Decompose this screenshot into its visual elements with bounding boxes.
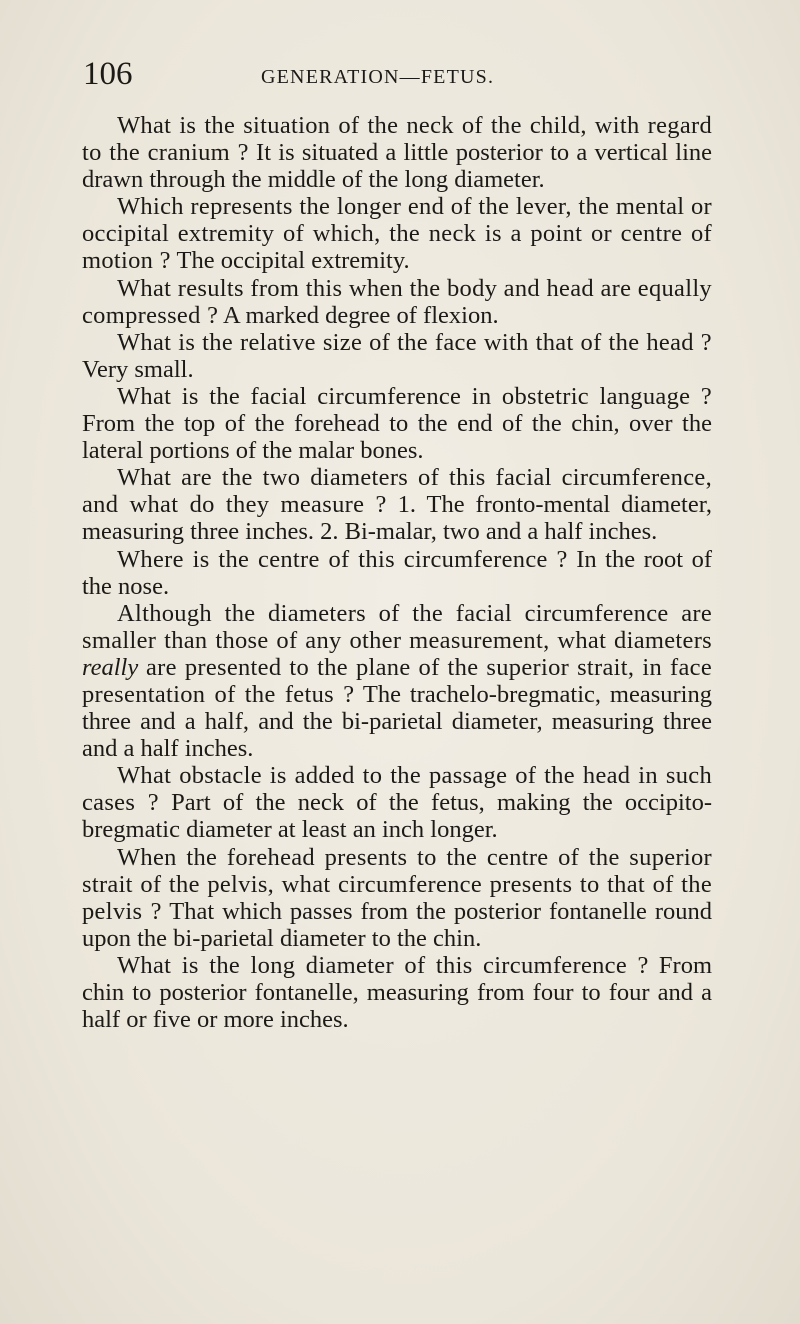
answer-text: It is situated a little posterior to a vertical line drawn through the middle of the long diameter. — [82, 139, 713, 194]
qa-paragraph — [82, 546, 712, 600]
question-text: What is the relative size of the face with that of the head ? — [117, 328, 712, 356]
qa-paragraph — [82, 600, 712, 763]
question-text: Where is the centre of this circumference ? — [117, 545, 568, 573]
question-text: What results from this when the body and head are equally compressed ? — [82, 274, 712, 329]
running-head: GENERATION—FETUS. — [261, 66, 495, 88]
answer-text: 1. The fronto-mental diameter, measuring three inches. 2. Bi-malar, two and a half inches. — [82, 491, 712, 546]
qa-paragraph — [82, 383, 712, 464]
answer-text: From the top of the forehead to the end of the chin, over the lateral portions of the malar bones. — [82, 410, 712, 465]
answer-text: Part of the neck of the fetus, making the occipito-bregmatic diameter at least an inch longer. — [82, 789, 713, 844]
question-text-start: Although the diameters of the facial circumference are smaller than those of any other measurement, what diameters — [82, 599, 712, 654]
qa-paragraph — [82, 329, 712, 383]
question-text: When the forehead presents to the centre of the superior strait of the pelvis, what circumference presents to that of the pelvis ? — [82, 843, 712, 925]
answer-text: From chin to posterior fontanelle, measuring from four to four and a half or five or more inches. — [82, 951, 713, 1034]
qa-paragraph — [82, 844, 712, 952]
page-header — [83, 56, 643, 96]
answer-text: In the root of the nose. — [82, 545, 713, 600]
question-text: What obstacle is added to the passage of the head in such cases ? — [82, 762, 712, 817]
question-text: What is the facial circumference in obstetric language ? — [117, 382, 712, 410]
qa-paragraph — [82, 193, 712, 274]
page-number: 106 — [83, 56, 133, 92]
question-text: What are the two diameters of this facial circumference, and what do they measure ? — [82, 464, 712, 519]
qa-paragraph — [82, 952, 712, 1033]
qa-paragraph — [82, 762, 712, 843]
answer-text: That which passes from the posterior fontanelle round upon the bi-parietal diameter to the chin. — [82, 897, 713, 952]
question-emphasis: really — [82, 653, 139, 681]
qa-paragraph — [82, 275, 712, 329]
qa-paragraph — [82, 112, 712, 193]
question-text: What is the long diameter of this circumference ? — [117, 951, 649, 979]
question-text-end: are presented to the plane of the superior strait, in face presentation of the fetus ? — [82, 653, 712, 708]
answer-text: Very small. — [82, 355, 194, 383]
question-text: What is the situation of the neck of the child, with regard to the cranium ? — [82, 112, 712, 167]
body-text — [82, 112, 712, 1033]
qa-paragraph — [82, 464, 712, 545]
answer-text: The trachelo-bregmatic, measuring three and a half, and the bi-parietal diameter, measuring three and a half inches. — [82, 680, 712, 763]
question-text: Which represents the longer end of the lever, the mental or occipital extremity of which, the neck is a point or centre of motion ? — [82, 193, 712, 275]
answer-text: The occipital extremity. — [176, 247, 410, 275]
answer-text: A marked degree of flexion. — [223, 301, 499, 329]
